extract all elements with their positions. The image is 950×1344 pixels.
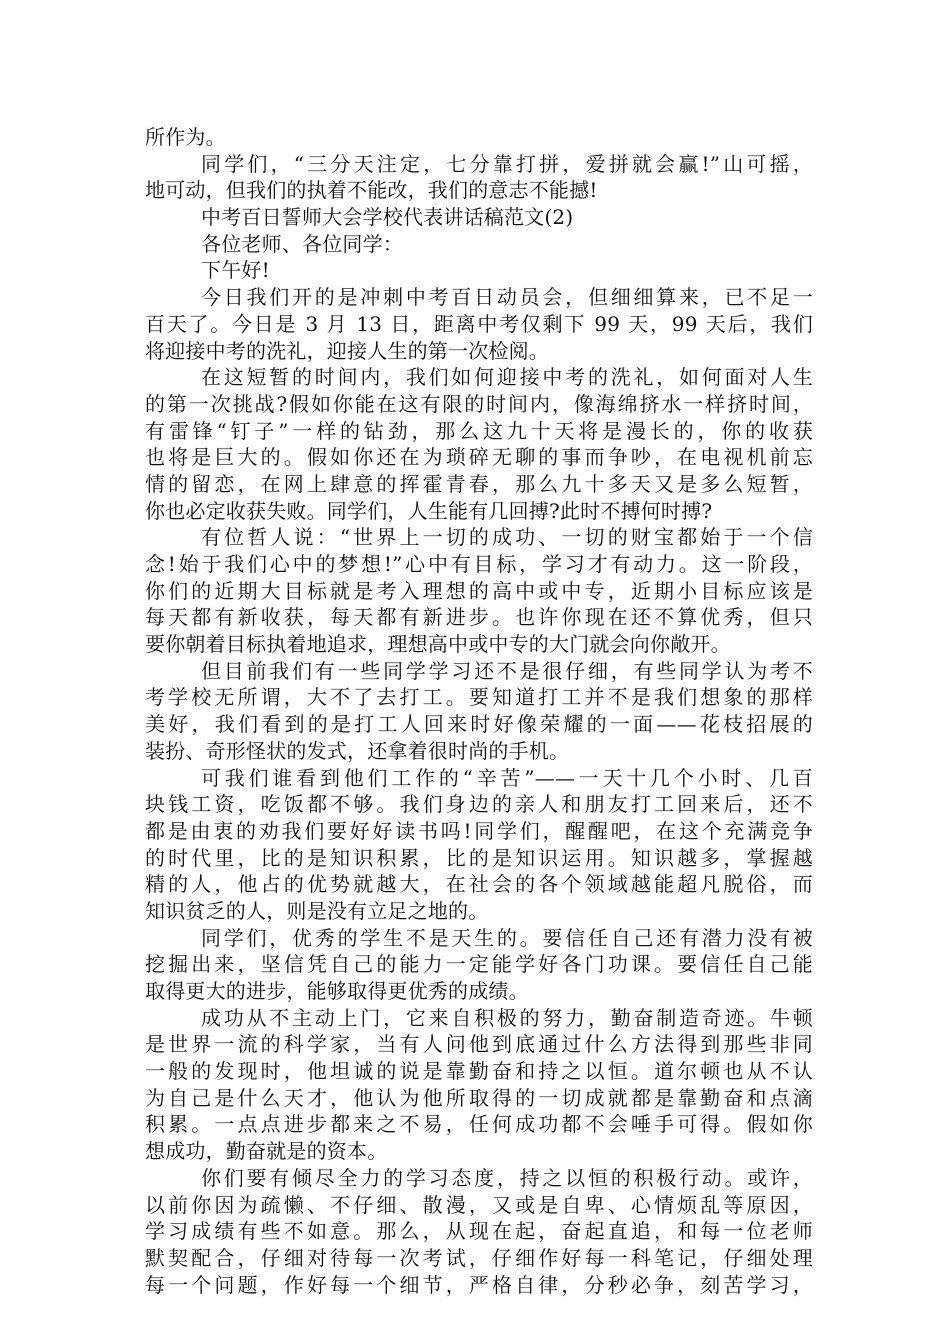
text-line: 同学们，优秀的学生不是天生的。要信任自己还有潜力没有被 bbox=[201, 925, 813, 950]
text-line: 可我们谁看到他们工作的“辛苦”——一天十几个小时、几百 bbox=[201, 765, 813, 790]
text-line: 有雷锋“钉子”一样的钻劲，那么这九十天将是漫长的，你的收获 bbox=[145, 418, 813, 443]
text-line: 中考百日誓师大会学校代表讲话稿范文(2) bbox=[201, 205, 574, 230]
text-line: 下午好! bbox=[201, 258, 270, 283]
text-line: 知识贫乏的人，则是没有立足之地的。 bbox=[145, 898, 489, 923]
text-line: 成功从不主动上门，它来自积极的努力，勤奋制造奇迹。牛顿 bbox=[201, 1005, 813, 1030]
text-line: 但目前我们有一些同学学习还不是很仔细，有些同学认为考不 bbox=[201, 658, 813, 683]
text-line: 你们要有倾尽全力的学习态度，持之以恒的积极行动。或许， bbox=[201, 1165, 813, 1190]
text-line: 想成功，勤奋就是的资本。 bbox=[145, 1139, 388, 1164]
document-body-text bbox=[145, 124, 813, 1298]
text-line: 每天都有新收获，每天都有新进步。也许你现在还不算优秀，但只 bbox=[145, 605, 813, 630]
text-line: 以前你因为疏懒、不仔细、散漫，又或是自卑、心情烦乱等原因， bbox=[145, 1192, 813, 1217]
text-line: 取得更大的进步，能够取得更优秀的成绩。 bbox=[145, 979, 529, 1003]
text-line: 要你朝着目标执着地追求，理想高中或中专的大门就会向你敞开。 bbox=[145, 632, 731, 657]
text-line: 各位老师、各位同学： bbox=[201, 231, 403, 256]
text-line: 同学们，“三分天注定，七分靠打拼，爱拼就会赢!”山可摇， bbox=[201, 151, 813, 176]
text-line: 的时代里，比的是知识积累，比的是知识运用。知识越多，掌握越 bbox=[145, 845, 813, 870]
text-line: 是世界一流的科学家，当有人问他到底通过什么方法得到那些非同 bbox=[145, 1032, 813, 1057]
text-line: 百天了。今日是 3 月 13 日，距离中考仅剩下 99 天，99 天后，我们 bbox=[145, 311, 813, 336]
text-line: 有位哲人说：“世界上一切的成功、一切的财宝都始于一个信 bbox=[201, 525, 813, 550]
text-line: 挖掘出来，坚信凭自己的能力一定能学好各门功课。要信任自己能 bbox=[145, 952, 813, 977]
text-line: 所作为。 bbox=[145, 125, 226, 149]
text-line: 念!始于我们心中的梦想!”心中有目标，学习才有动力。这一阶段， bbox=[145, 552, 813, 576]
text-line: 情的留恋，在网上肆意的挥霍青春，那么九十多天又是多么短暂， bbox=[145, 471, 813, 496]
text-line: 默契配合，仔细对待每一次考试，仔细作好每一科笔记，仔细处理 bbox=[145, 1245, 813, 1270]
text-line: 每一个问题，作好每一个细节，严格自律，分秒必争，刻苦学习， bbox=[145, 1272, 813, 1297]
text-line: 学习成绩有些不如意。那么，从现在起，奋起直追，和每一位老师 bbox=[145, 1219, 813, 1244]
text-line: 的第一次挑战?假如你能在这有限的时间内，像海绵挤水一样挤时间， bbox=[145, 391, 813, 416]
text-line: 为自己是什么天才，他认为他所取得的一切成就都是靠勤奋和点滴 bbox=[145, 1085, 813, 1110]
text-line: 块钱工资，吃饭都不够。我们身边的亲人和朋友打工回来后，还不 bbox=[145, 792, 813, 817]
text-line: 在这短暂的时间内，我们如何迎接中考的洗礼，如何面对人生 bbox=[201, 365, 813, 390]
text-line: 也将是巨大的。假如你还在为琐碎无聊的事而争吵，在电视机前忘 bbox=[145, 445, 813, 470]
text-line: 考学校无所谓，大不了去打工。要知道打工并不是我们想象的那样 bbox=[145, 685, 813, 710]
text-line: 你们的近期大目标就是考入理想的高中或中专，近期小目标应该是 bbox=[145, 578, 813, 603]
text-line: 美好，我们看到的是打工人回来时好像荣耀的一面——花枝招展的 bbox=[145, 712, 813, 737]
text-line: 都是由衷的劝我们要好好读书吗!同学们，醒醒吧，在这个充满竞争 bbox=[145, 818, 813, 843]
text-line: 积累。一点点进步都来之不易，任何成功都不会唾手可得。假如你 bbox=[145, 1112, 813, 1137]
text-line: 一般的发现时，他坦诚的说是靠勤奋和持之以恒。道尔顿也从不认 bbox=[145, 1059, 813, 1084]
text-line: 精的人，他占的优势就越大，在社会的各个领域越能超凡脱俗，而 bbox=[145, 872, 813, 897]
text-line: 你也必定收获失败。同学们，人生能有几回搏?此时不搏何时搏? bbox=[145, 498, 713, 523]
text-line: 将迎接中考的洗礼，迎接人生的第一次检阅。 bbox=[145, 338, 549, 363]
text-line: 地可动，但我们的执着不能改，我们的意志不能撼! bbox=[145, 178, 598, 203]
text-line: 装扮、奇形怪状的发式，还拿着很时尚的手机。 bbox=[145, 738, 570, 763]
text-line: 今日我们开的是冲刺中考百日动员会，但细细算来，已不足一 bbox=[201, 285, 813, 310]
